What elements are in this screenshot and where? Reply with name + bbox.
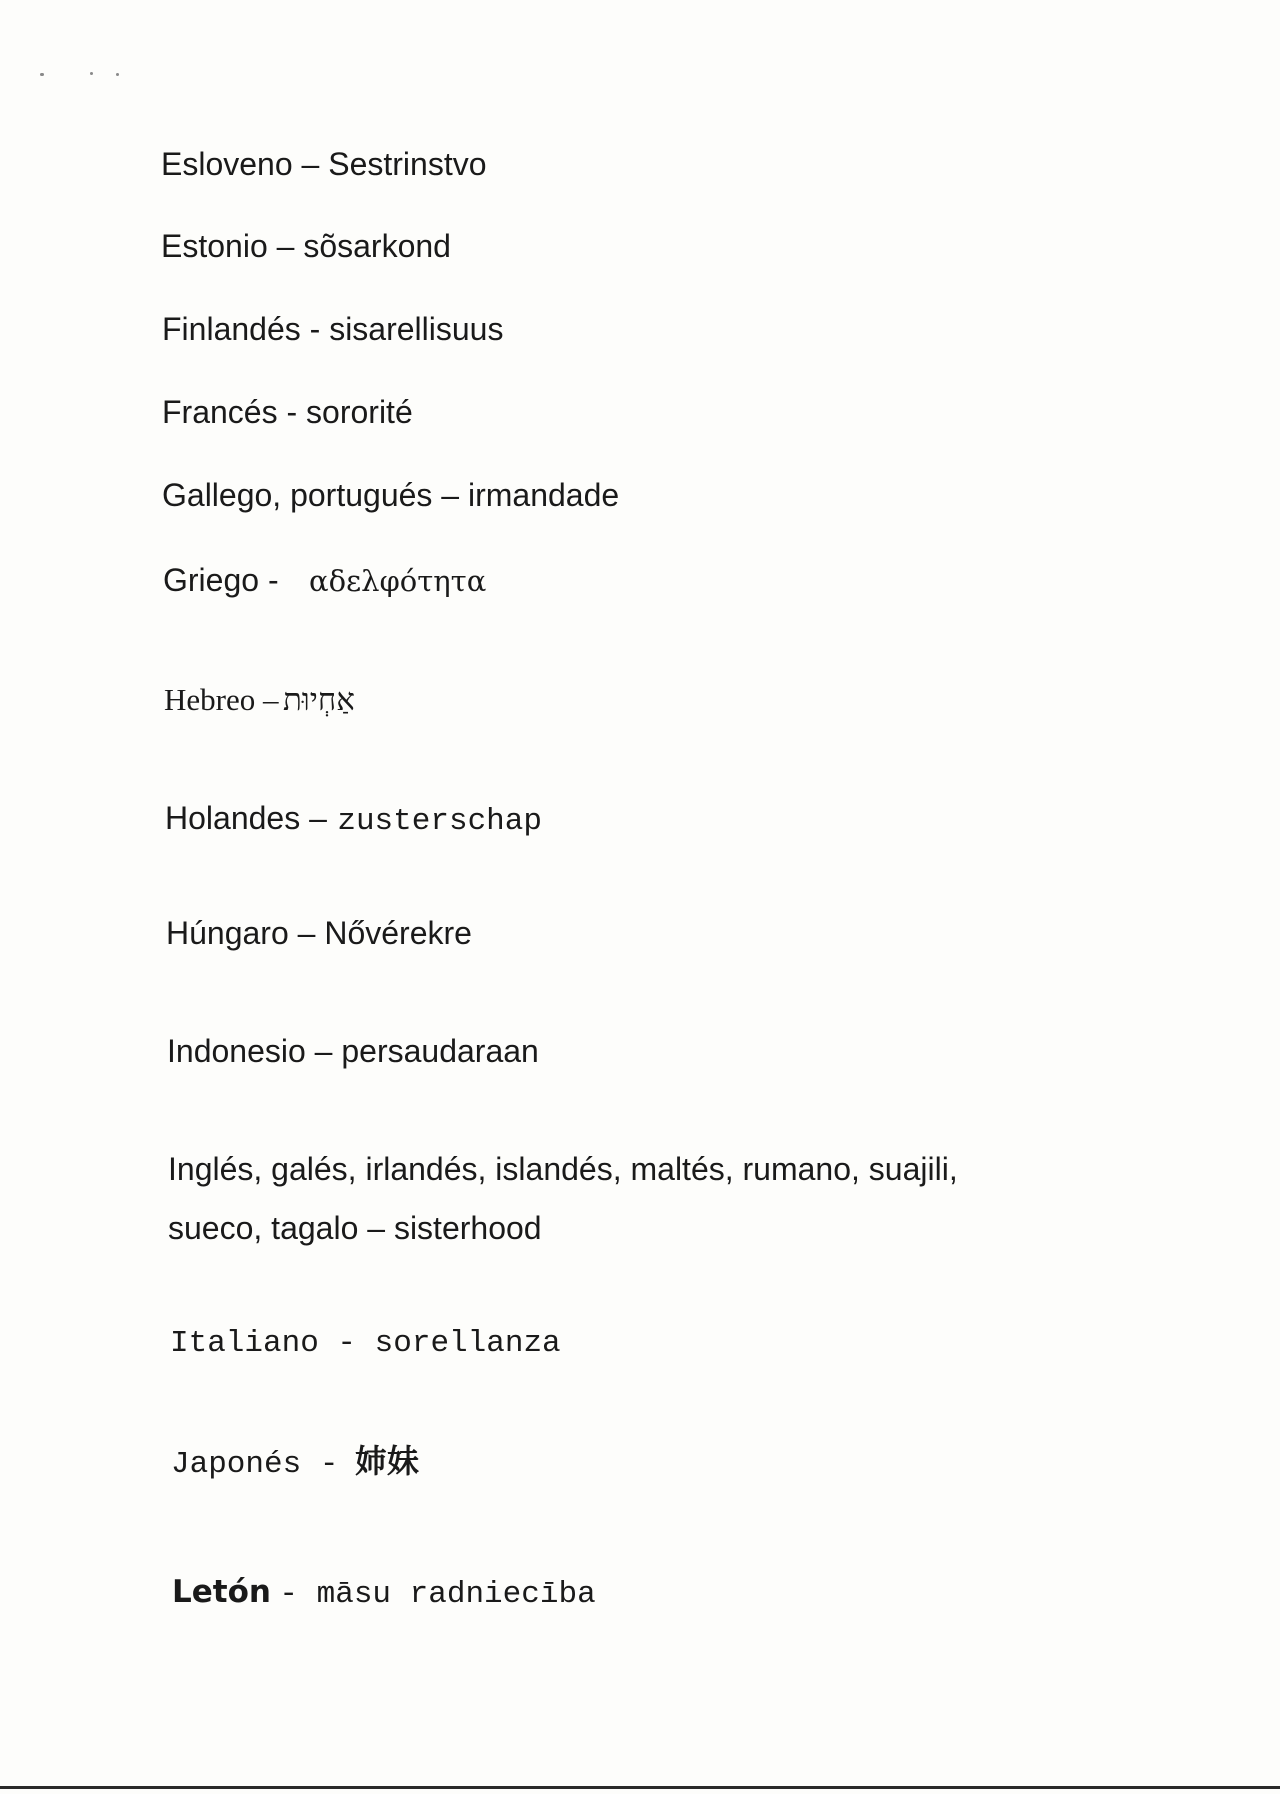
entry-hebreo-word: אַחְיוּת [282, 682, 355, 717]
scan-speck [90, 72, 93, 75]
scan-specks [40, 72, 130, 78]
entry-hebreo [164, 684, 355, 715]
entry-leton [172, 1574, 596, 1612]
scan-speck [116, 73, 119, 76]
entry-hungaro: Húngaro – Nővérekre [166, 915, 472, 951]
entry-japones [171, 1442, 419, 1482]
entry-ingles-line-2: sueco, tagalo – sisterhood [168, 1210, 542, 1246]
entry-estonio: Estonio – sõsarkond [161, 228, 451, 264]
entry-gallego: Gallego, portugués – irmandade [162, 477, 620, 513]
entry-hebreo-label: Hebreo – [164, 682, 279, 717]
entry-japones-word: 姉妹 [354, 1442, 419, 1480]
entry-japones-label: Japonés - [171, 1447, 339, 1482]
entry-griego [163, 564, 486, 596]
entry-italiano: Italiano - sorellanza [170, 1326, 561, 1361]
bottom-edge-rule [0, 1786, 1280, 1789]
entry-ingles-line-1: Inglés, galés, irlandés, islandés, maltés, rumano, suajili, [168, 1151, 958, 1187]
scan-speck [40, 73, 44, 76]
entry-holandes-word: zusterschap [337, 804, 542, 839]
entry-holandes-label: Holandes – [165, 800, 327, 836]
entry-leton-label: Letón [172, 1574, 271, 1610]
entry-finlandes: Finlandés - sisarellisuus [162, 311, 504, 347]
entry-holandes [165, 802, 542, 837]
entry-esloveno: Esloveno – Sestrinstvo [161, 146, 487, 182]
entry-leton-word: - māsu radniecība [279, 1577, 596, 1612]
entry-indonesio: Indonesio – persaudaraan [167, 1033, 539, 1069]
entry-griego-label: Griego - [163, 562, 279, 598]
entry-frances: Francés - sororité [162, 394, 413, 430]
entry-griego-word: αδελφότητα [309, 564, 487, 598]
